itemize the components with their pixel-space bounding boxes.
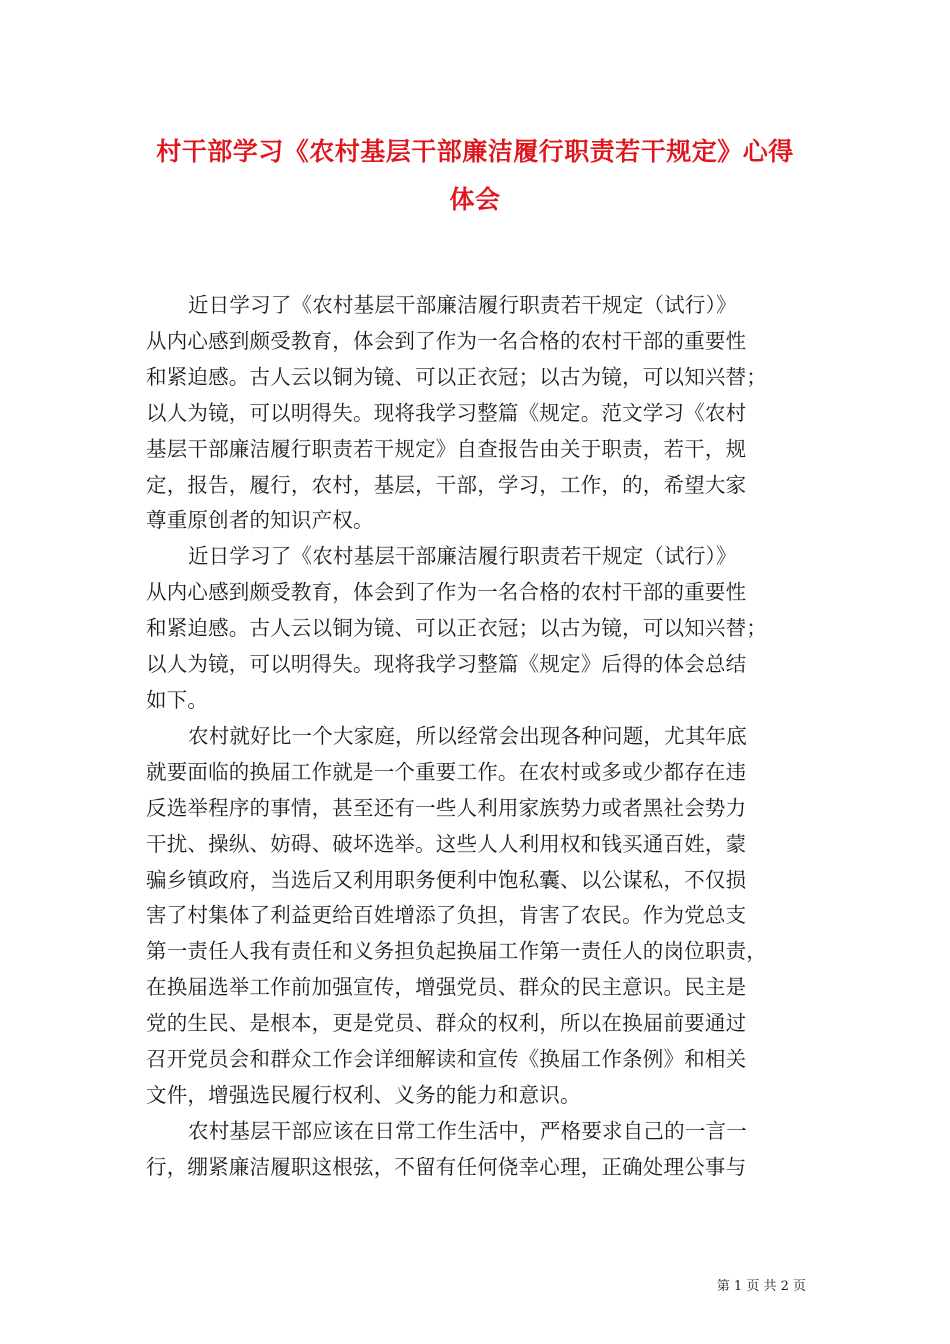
paragraph-line: 农村就好比一个大家庭，所以经常会出现各种问题，尤其年底	[188, 723, 747, 748]
title-line-1: 村干部学习《农村基层干部廉洁履行职责若干规定》心得	[156, 137, 794, 166]
paragraph-line: 和紧迫感。古人云以铜为镜、可以正衣冠；以古为镜，可以知兴替；	[146, 616, 767, 641]
paragraph-line: 和紧迫感。古人云以铜为镜、可以正衣冠；以古为镜，可以知兴替；	[146, 364, 767, 389]
paragraph-line: 文件，增强选民履行权利、义务的能力和意识。	[146, 1082, 581, 1107]
paragraph	[146, 539, 806, 719]
paragraph-line: 定，报告，履行，农村，基层，干部，学习，工作，的，希望大家	[146, 472, 747, 497]
paragraph	[146, 719, 806, 1114]
paragraph-line: 第一责任人我有责任和义务担负起换届工作第一责任人的岗位职责，	[146, 939, 767, 964]
paragraph-line: 干扰、操纵、妨碍、破坏选举。这些人人利用权和钱买通百姓，蒙	[146, 831, 747, 856]
paragraph-line: 在换届选举工作前加强宣传，增强党员、群众的民主意识。民主是	[146, 975, 747, 1000]
title-line-2: 体会	[449, 185, 501, 214]
paragraph-line: 反选举程序的事情，甚至还有一些人利用家族势力或者黑社会势力	[146, 795, 747, 820]
page-number-footer: 第 1 页 共 2 页	[716, 1279, 806, 1294]
paragraph-line: 从内心感到颇受教育，体会到了作为一名合格的农村干部的重要性	[146, 328, 747, 353]
paragraph-line: 就要面临的换届工作就是一个重要工作。在农村或多或少都存在违	[146, 759, 747, 784]
paragraph-line: 骗乡镇政府，当选后又利用职务便利中饱私囊、以公谋私，不仅损	[146, 867, 747, 892]
paragraph-line: 近日学习了《农村基层干部廉洁履行职责若干规定（试行）》	[188, 293, 737, 317]
paragraph-line: 基层干部廉洁履行职责若干规定》自查报告由关于职责，若干，规	[146, 436, 747, 461]
paragraph-line: 行，绷紧廉洁履职这根弦，不留有任何侥幸心理，正确处理公事与	[146, 1154, 747, 1179]
document-title	[140, 128, 810, 224]
paragraph-line: 党的生民、是根本，更是党员、群众的权利，所以在换届前要通过	[146, 1011, 747, 1036]
paragraph-line: 害了村集体了利益更给百姓增添了负担，肯害了农民。作为党总支	[146, 903, 747, 928]
paragraph-line: 以人为镜，可以明得失。现将我学习整篇《规定。范文学习《农村	[146, 400, 747, 425]
paragraph-line: 以人为镜，可以明得失。现将我学习整篇《规定》后得的体会总结	[146, 652, 747, 677]
paragraph-line: 尊重原创者的知识产权。	[146, 508, 374, 533]
paragraph	[146, 288, 806, 539]
paragraph-line: 如下。	[146, 687, 209, 712]
document-body	[146, 288, 806, 1186]
paragraph-line: 召开党员会和群众工作会详细解读和宣传《换届工作条例》和相关	[146, 1047, 747, 1072]
paragraph-line: 近日学习了《农村基层干部廉洁履行职责若干规定（试行）》	[188, 544, 737, 569]
paragraph-line: 从内心感到颇受教育，体会到了作为一名合格的农村干部的重要性	[146, 580, 747, 605]
paragraph-line: 农村基层干部应该在日常工作生活中，严格要求自己的一言一	[188, 1118, 747, 1143]
paragraph	[146, 1114, 806, 1186]
